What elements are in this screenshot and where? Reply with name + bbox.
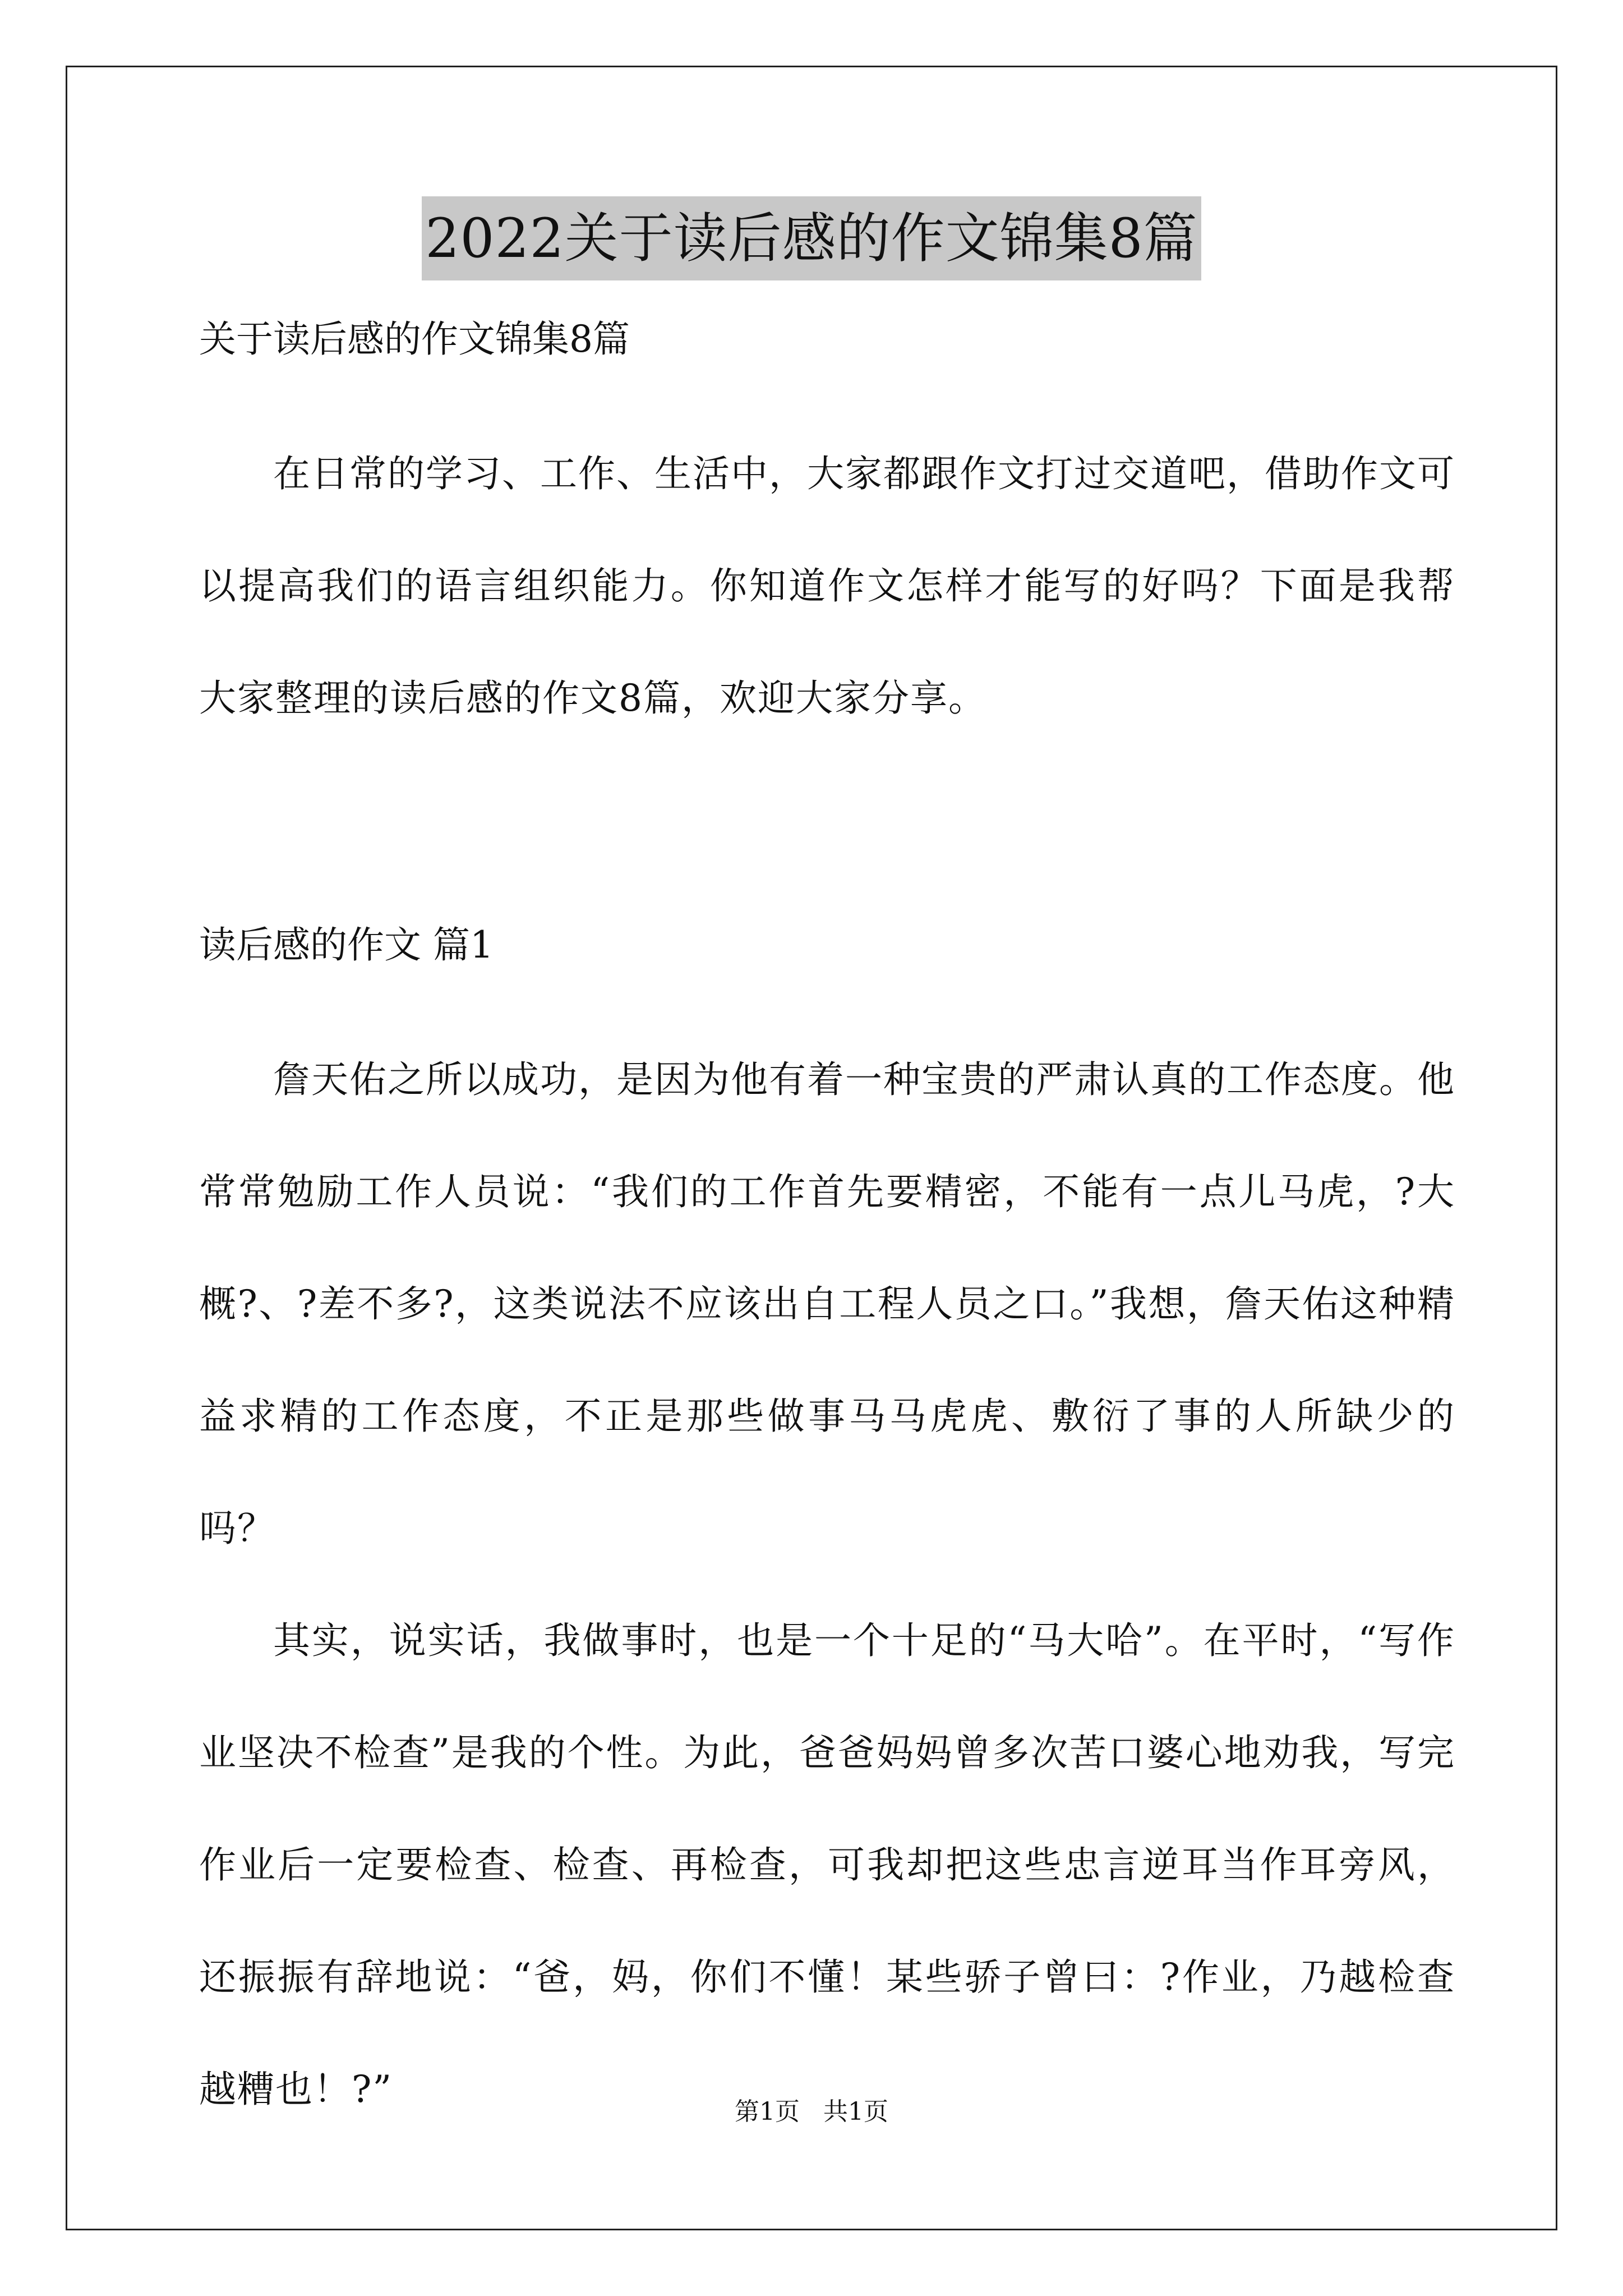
document-title: 2022关于读后感的作文锦集8篇 [422,196,1201,280]
section-paragraph: 詹天佑之所以成功，是因为他有着一种宝贵的严肃认真的工作态度。他常常勉励工作人员说：“我们的工作首先要精密，不能有一点儿马虎，?大概?、?差不多?，这类说法不应该出自工程人员之口。”我想，詹天佑这种精益求精的工作态度，不正是那些做事马马虎虎、敷衍了事的人所缺少的吗？ [199,1058,1455,1550]
document-subtitle: 关于读后感的作文锦集8篇 [199,318,630,361]
title-container [0,196,1623,280]
document-body [199,311,1455,2146]
section-heading: 读后感的作文 篇1 [199,923,494,967]
section-paragraph: 其实，说实话，我做事时，也是一个十足的“马大哈”。在平时，“写作业坚决不检查”是我的个性。为此，爸爸妈妈曾多次苦口婆心地劝我，写完作业后一定要检查、检查、再检查，可我却把这些忠言逆耳当作耳旁风，还振振有辞地说：“爸，妈，你们不懂！某些骄子曾曰：?作业，乃越检查越糟也！?” [199,1619,1455,2111]
page-footer: 第1页 共1页 [735,2097,888,2126]
intro-paragraph: 在日常的学习、工作、生活中，大家都跟作文打过交道吧，借助作文可以提高我们的语言组织能力。你知道作文怎样才能写的好吗？下面是我帮大家整理的读后感的作文8篇，欢迎大家分享。 [199,452,1455,720]
